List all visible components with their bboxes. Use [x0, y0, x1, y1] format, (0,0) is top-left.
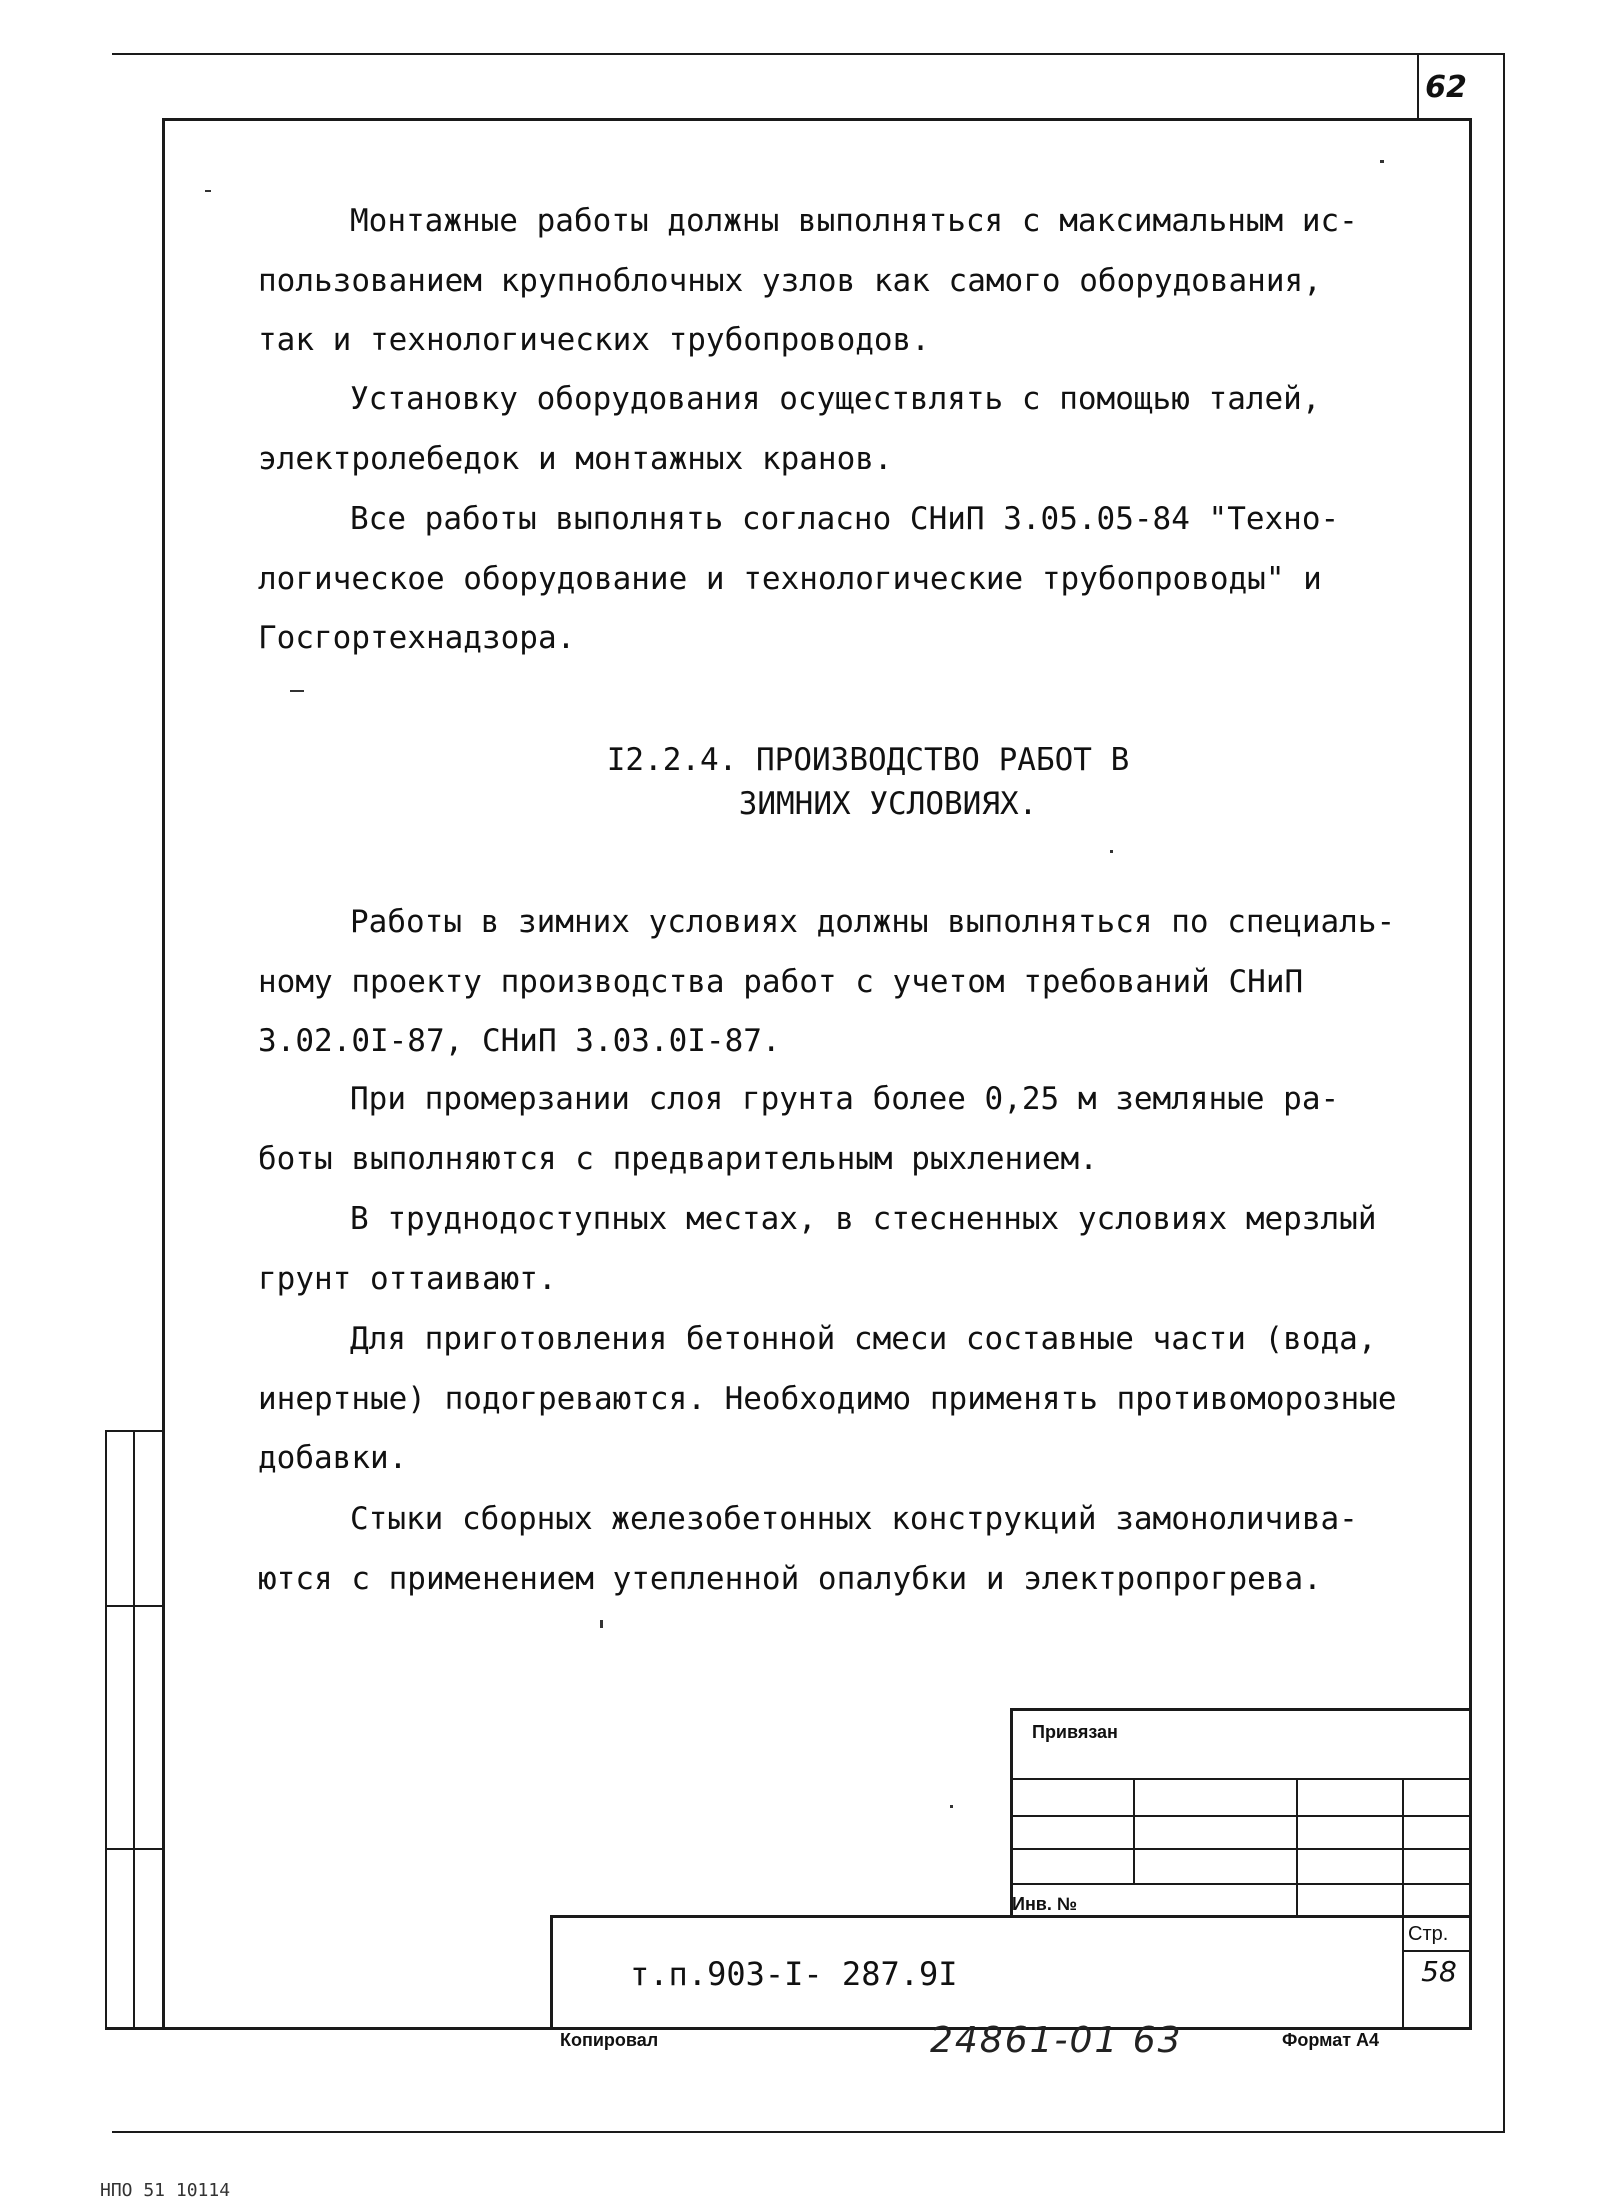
paragraph-6	[258, 1190, 1398, 1309]
paragraph-text: Для приготовления бетонной смеси составные части (вода, инертные) подогреваются. Необходимо применять противоморозные добавки.	[258, 1321, 1397, 1476]
frame-top	[162, 118, 1472, 121]
paragraph-text: В труднодоступных местах, в стесненных условиях мерзлый грунт оттаивают.	[258, 1201, 1377, 1297]
paragraph-4	[258, 893, 1398, 1072]
margin-box-outer	[105, 1430, 107, 2030]
paragraph-3	[258, 490, 1398, 669]
handwritten-number: 24861-01 63	[930, 2020, 1183, 2061]
sheet-right-line	[1503, 53, 1505, 2133]
frame-right	[1469, 118, 1472, 2030]
paragraph-5	[258, 1070, 1398, 1189]
scan-speck	[950, 1805, 953, 1808]
margin-box-h3	[105, 1848, 165, 1850]
scan-speck	[600, 1620, 603, 1628]
frame-left	[162, 118, 165, 2030]
paragraph-text: Стыки сборных железобетонных конструкций замоноличива- ются с применением утепленной опалубки и электропрогрева.	[258, 1501, 1358, 1597]
format-label: Формат А4	[1282, 2030, 1380, 2050]
copied-by-label: Копировал	[560, 2030, 659, 2050]
margin-box-h1	[105, 1430, 165, 1432]
paragraph-text: Все работы выполнять согласно СНиП 3.05.05-84 "Техно- логическое оборудование и технологические трубопроводы" и Госгортехнадзора.	[258, 501, 1340, 656]
section-heading-line1: I2.2.4. ПРОИЗВОДСТВО РАБОТ В	[606, 742, 1130, 778]
paragraph-text: Работы в зимних условиях должны выполняться по специаль- ному проекту производства работ с учетом требований СНиП 3.02.0I-87, СНиП 3.03.0I-87.	[258, 904, 1396, 1059]
paragraph-text: Установку оборудования осуществлять с помощью талей, электролебедок и монтажных кранов.	[258, 381, 1321, 477]
sheet-number: 58	[1421, 1955, 1457, 1988]
inventory-label: Инв. №	[1012, 1894, 1077, 1914]
paragraph-text: Монтажные работы должны выполняться с максимальным ис- пользованием крупноблочных узлов как самого оборудования, так и технологических трубопроводов.	[258, 203, 1358, 358]
scan-speck	[205, 190, 211, 192]
linked-label: Привязан	[1032, 1722, 1118, 1742]
section-heading-line2: ЗИМНИХ УСЛОВИЯХ.	[738, 786, 1038, 822]
margin-box-h2	[105, 1605, 165, 1607]
page-number: 62	[1425, 69, 1467, 105]
stamp-code: НПО 51 10114	[100, 2180, 231, 2201]
frame-bottom	[105, 2027, 1472, 2030]
paragraph-text: При промерзании слоя грунта более 0,25 м земляные ра- боты выполняются с предварительным рыхлением.	[258, 1081, 1340, 1177]
section-heading	[258, 738, 1398, 826]
sheet-top-line	[112, 53, 1504, 55]
document-code: т.п.903-I- 287.9I	[630, 1955, 958, 1993]
sheet-bottom-line	[112, 2131, 1504, 2133]
paragraph-2	[258, 370, 1398, 489]
paragraph-1	[258, 192, 1398, 371]
paragraph-7	[258, 1310, 1398, 1489]
paragraph-8	[258, 1490, 1398, 1609]
scan-speck	[1110, 850, 1113, 853]
sheet-label: Стр.	[1408, 1923, 1449, 1945]
scan-speck	[1380, 160, 1384, 163]
scan-speck	[290, 690, 304, 692]
margin-box-inner	[133, 1430, 135, 2030]
